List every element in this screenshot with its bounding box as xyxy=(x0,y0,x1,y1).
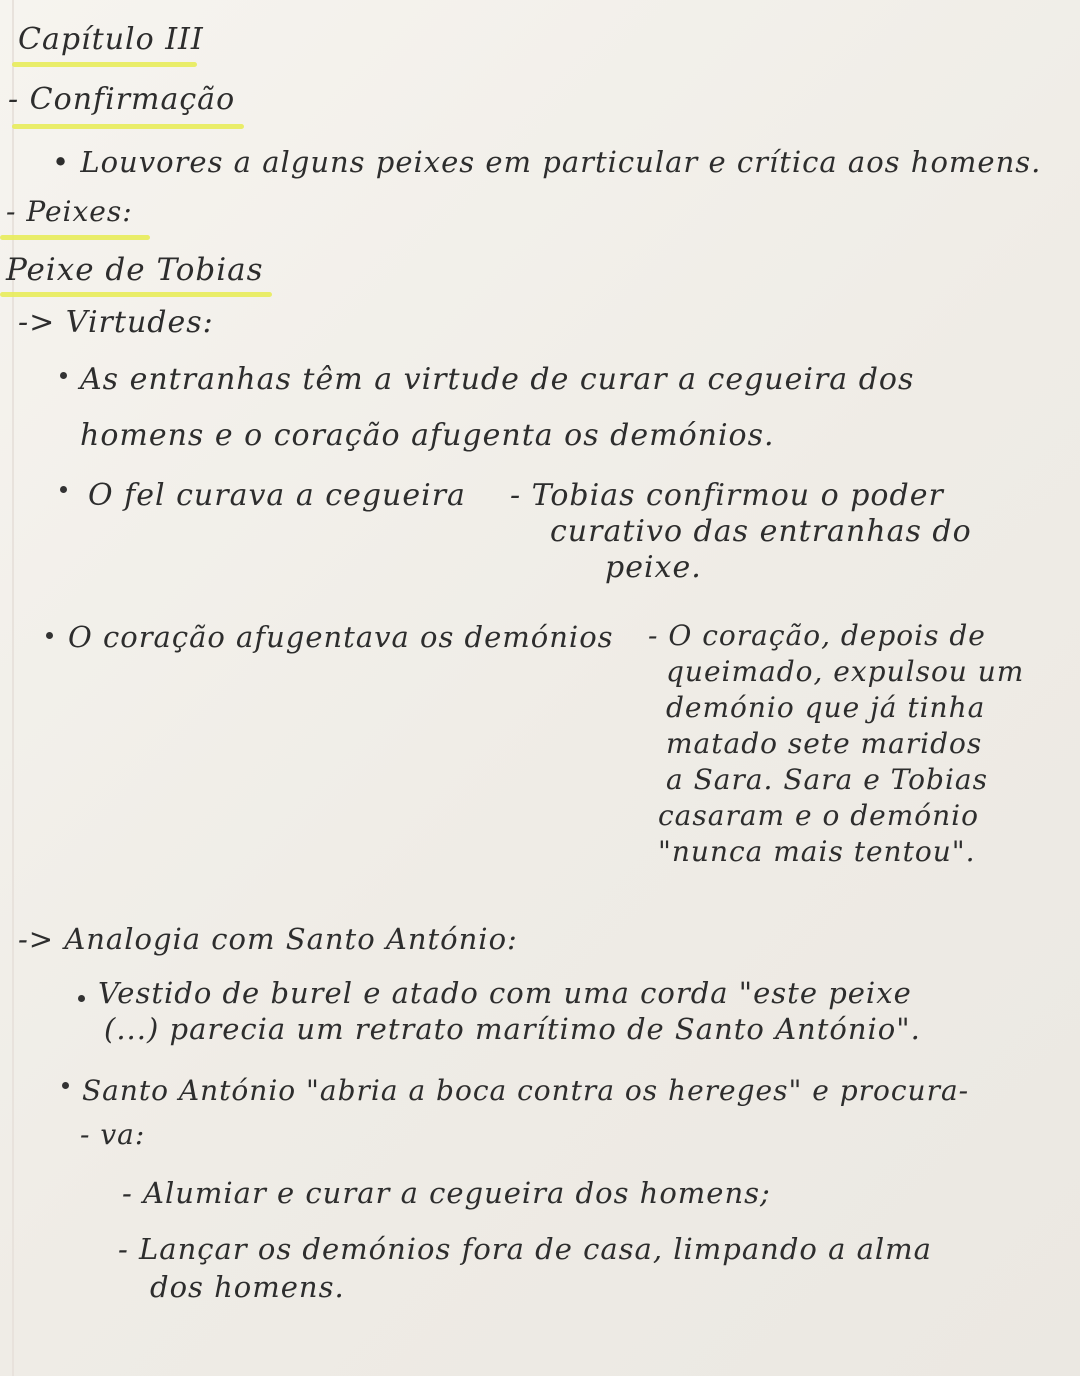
virtue-1-line-1: As entranhas têm a virtude de curar a cegueira dos xyxy=(80,362,915,397)
virtue-3-right-line-2: queimado, expulsou um xyxy=(666,655,1025,688)
virtue-3-right-line-4: matado sete maridos xyxy=(666,727,983,760)
virtue-2-right-line-1: - Tobias confirmou o poder xyxy=(510,478,944,513)
virtue-3-left: O coração afugentava os demónios xyxy=(68,620,614,654)
virtue-2-left: O fel curava a cegueira xyxy=(88,478,466,513)
bullet-analogy-1 xyxy=(78,995,85,1002)
section-heading: - Confirmação xyxy=(8,82,236,117)
virtue-3-right-line-1: - O coração, depois de xyxy=(648,619,986,652)
bullet-virtue-1 xyxy=(60,372,67,379)
virtues-heading: -> Virtudes: xyxy=(18,305,214,340)
section-point: • Louvores a alguns peixes em particular e crítica aos homens. xyxy=(52,145,1042,179)
title-highlight xyxy=(12,62,197,67)
bullet-analogy-2 xyxy=(62,1082,69,1089)
virtue-2-right-line-3: peixe. xyxy=(605,550,702,585)
peixes-heading: - Peixes: xyxy=(6,195,133,228)
analogy-2-line-2: - va: xyxy=(80,1118,146,1151)
virtue-2-right-line-2: curativo das entranhas do xyxy=(550,514,972,549)
virtue-3-explanation xyxy=(648,618,1024,870)
analogy-1-line-1: Vestido de burel e atado com uma corda "este peixe xyxy=(98,976,912,1010)
virtue-3-right-line-5: a Sara. Sara e Tobias xyxy=(666,763,988,796)
virtue-3-right-line-6: casaram e o demónio xyxy=(658,799,979,832)
fish-name-highlight xyxy=(0,292,272,297)
dash-item-2-line-1: - Lançar os demónios fora de casa, limpando a alma xyxy=(118,1232,932,1266)
section-highlight xyxy=(12,124,244,129)
fish-name: Peixe de Tobias xyxy=(6,252,264,288)
dash-item-1: - Alumiar e curar a cegueira dos homens; xyxy=(122,1176,771,1210)
analogy-1-line-2: (...) parecia um retrato marítimo de Santo António". xyxy=(104,1012,921,1046)
chapter-title: Capítulo III xyxy=(18,22,204,57)
bullet-virtue-3 xyxy=(46,632,53,639)
analogy-2-line-1: Santo António "abria a boca contra os hereges" e procura- xyxy=(82,1074,970,1107)
virtue-3-right-line-7: "nunca mais tentou". xyxy=(658,835,976,868)
analogy-heading: -> Analogia com Santo António: xyxy=(18,922,518,956)
virtue-1-line-2: homens e o coração afugenta os demónios. xyxy=(80,418,775,453)
dash-item-2-line-2: dos homens. xyxy=(150,1270,345,1304)
peixes-highlight xyxy=(0,235,150,240)
virtue-2-explanation xyxy=(510,478,972,586)
virtue-3-right-line-3: demónio que já tinha xyxy=(666,691,986,724)
bullet-virtue-2 xyxy=(60,486,67,493)
